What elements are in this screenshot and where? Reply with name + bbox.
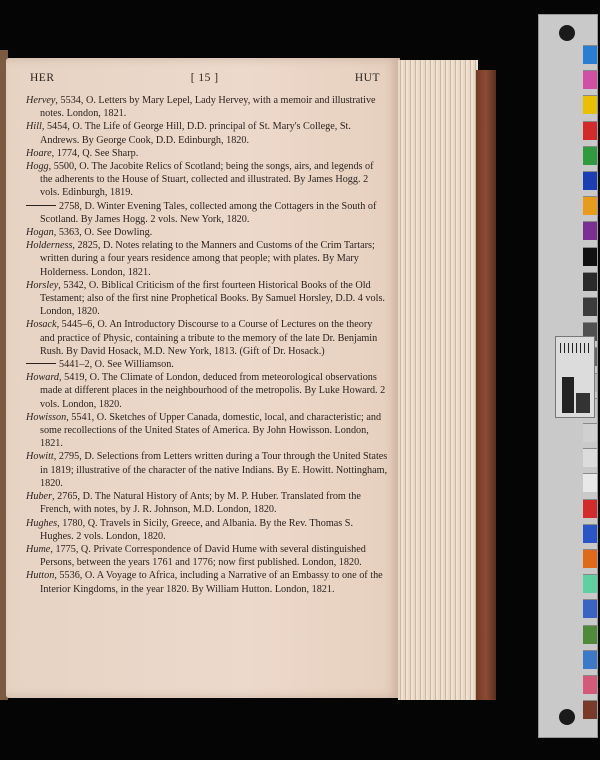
color-swatch (583, 95, 597, 114)
catalog-entry (26, 318, 388, 358)
color-swatch (583, 700, 597, 719)
color-swatch (583, 171, 597, 190)
catalog-entry (26, 490, 388, 516)
color-swatch (583, 146, 597, 165)
entry-text: , 5500, O. The Jacobite Relics of Scotland; being the songs, airs, and legends of the adherents to the House of Stuart, collected and illustrated. By James Hogg. 2 vols. Edinburgh, 1819. (40, 161, 374, 199)
entry-text: , 2795, D. Selections from Letters written during a Tour through the United States in 1819; illustrative of the character of the native Indians. By E. Howitt. Nottingham, 1820. (40, 451, 388, 489)
catalog-entry (26, 543, 388, 569)
entry-author: Hervey (26, 95, 56, 106)
catalog-entry (26, 239, 388, 279)
register-mark-icon (559, 709, 575, 725)
catalog-entry (26, 358, 388, 371)
catalog-entry (26, 569, 388, 595)
color-swatch (583, 196, 597, 215)
entry-author: Hogan (26, 227, 54, 239)
color-swatch (583, 574, 597, 593)
color-swatch (583, 221, 597, 240)
catalog-entry (26, 160, 388, 200)
entry-author: Hill (26, 121, 42, 133)
catalog-entry (26, 450, 388, 490)
color-swatch (583, 448, 597, 467)
catalog-entry (26, 411, 388, 451)
entry-text: , 1774, Q. See Sharp. (51, 147, 139, 159)
entry-text: , 5419, O. The Climate of London, deduced from meteorological observations made at different places in the neighbourhood of the metropolis. By Luke Howard. 2 vols. London, 1820. (40, 372, 386, 410)
page-header (30, 72, 380, 84)
catalog-entry (26, 120, 388, 146)
entry-author: Huber (26, 491, 53, 503)
entry-text: , 2765, D. The Natural History of Ants; by M. P. Huber. Translated from the French, with notes, by J. R. Johnson, M.D. London, 1820. (40, 491, 361, 516)
entry-text: 5441–2, O. See Williamson. (59, 359, 174, 371)
entry-text: , 1780, Q. Travels in Sicily, Greece, and Albania. By the Rev. Thomas S. Hughes. 2 vols. London, 1820. (40, 517, 353, 542)
entry-author: Howisson (26, 411, 67, 423)
entry-text: , 5445–6, O. An Introductory Discourse to a Course of Lectures on the theory and practice of Physic, containing a tribute to the memory of the late Dr. Benjamin Rush. By David Hosack, M.D. New York, 1813. (Gift of Dr. Hosack.) (40, 319, 378, 357)
scale-ticks (560, 343, 590, 353)
catalog-entry (26, 226, 388, 239)
catalog-entry (26, 517, 388, 543)
catalog-entry (26, 279, 388, 319)
color-swatch (583, 599, 597, 618)
entry-text: , 5541, O. Sketches of Upper Canada, domestic, local, and characteristic; and some recollections of the United States of America. By John Howisson. London, 1821. (40, 411, 382, 450)
color-swatch (583, 45, 597, 64)
page-edges (398, 60, 478, 700)
color-swatch (583, 70, 597, 89)
entry-author: Hughes (26, 517, 58, 529)
entry-author: Holderness (26, 240, 73, 252)
entry-author: Horsley (26, 279, 59, 291)
catalog-entry (26, 371, 388, 411)
entry-text: , 1775, Q. Private Correspondence of David Hume with several distinguished Persons, between the years 1761 and 1776; now first published. London, 1820. (40, 543, 366, 569)
entry-author: Hogg (26, 161, 49, 173)
entry-author: Hosack (26, 319, 57, 331)
entry-text: 2758, D. Winter Evening Tales, collected among the Cottagers in the South of Scotland. By James Hogg. 2 vols. New York, 1820. (40, 200, 377, 225)
color-swatch (583, 473, 597, 492)
color-swatch (583, 625, 597, 644)
register-mark-icon (559, 25, 575, 41)
color-swatch (583, 499, 597, 518)
catalog-entries (26, 94, 388, 596)
entry-text: , 5363, O. See Dowling. (53, 227, 153, 239)
header-left: HER (30, 72, 55, 84)
entry-text: , 5536, O. A Voyage to Africa, including a Narrative of an Embassy to one of the Interior Kingdoms, in the year 1820. By William Hutton. London, 1821. (40, 570, 383, 595)
book-back-cover (476, 70, 496, 700)
entry-author: Hoare (26, 147, 52, 159)
entry-author: Howitt (26, 451, 54, 463)
color-swatch (583, 423, 597, 442)
page-number: [ 15 ] (190, 72, 219, 84)
measurement-scale (555, 336, 595, 418)
entry-text: , 5342, O. Biblical Criticism of the first fourteen Historical Books of the Old Testament; also of the first nine Prophetical Books. By Samuel Horsley, D.D. 4 vols. London, 1820. (40, 279, 385, 318)
ditto-dash (26, 363, 56, 364)
entry-author: Hutton (26, 570, 55, 582)
color-swatch (583, 524, 597, 543)
color-swatch (583, 272, 597, 291)
color-swatch (583, 650, 597, 669)
color-swatch (583, 247, 597, 266)
catalog-entry (26, 147, 388, 160)
catalog-entry (26, 200, 388, 226)
entry-text: , 5454, O. The Life of George Hill, D.D. principal of St. Mary's College, St. Andrews. By George Cook, D.D. Edinburgh, 1820. (40, 121, 351, 146)
color-swatch (583, 675, 597, 694)
scale-dark-patch (562, 377, 574, 413)
catalog-entry (26, 94, 388, 120)
ditto-dash (26, 205, 56, 206)
entry-text: , 5534, O. Letters by Mary Lepel, Lady Hervey, with a memoir and illustrative notes. London, 1821. (40, 95, 376, 120)
color-swatch (583, 121, 597, 140)
entry-author: Hume (26, 543, 51, 555)
header-right: HUT (354, 72, 380, 84)
entry-author: Howard (26, 372, 60, 384)
color-swatch (583, 297, 597, 316)
color-swatch (583, 549, 597, 568)
scale-dark-patch (576, 393, 590, 413)
entry-text: , 2825, D. Notes relating to the Manners and Customs of the Crim Tartars; written during a four years residence among that people; with plates. By Mary Holderness. London, 1821. (40, 240, 375, 278)
